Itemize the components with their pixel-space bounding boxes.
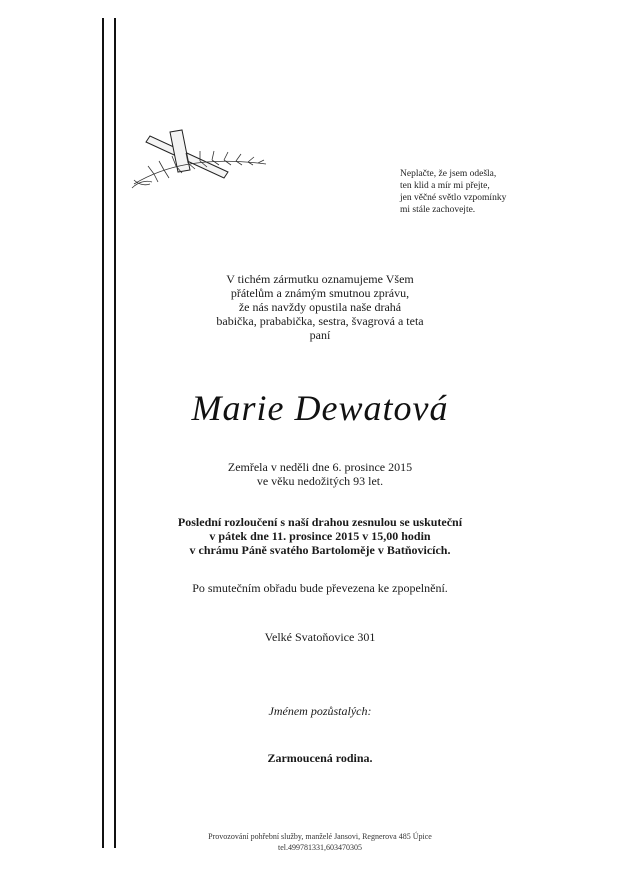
footer-line: tel.499781331,603470305 <box>278 843 362 852</box>
death-line: Zemřela v neděli dne 6. prosince 2015 <box>227 460 413 474</box>
funeral-line: v pátek dne 11. prosince 2015 v 15,00 hodin <box>209 529 431 543</box>
funeral-service-footer <box>130 831 510 853</box>
family-signature: Zarmoucená rodina. <box>267 751 373 765</box>
family-address: Velké Svatoňovice 301 <box>264 630 376 644</box>
cremation-note: Po smutečním obřadu bude převezena ke zpopelnění. <box>192 581 448 595</box>
poem-line: ten klid a mír mi přejte, <box>400 181 490 191</box>
on-behalf-label: Jménem pozůstalých: <box>268 704 372 718</box>
border-line-left <box>102 18 104 848</box>
deceased-name: Marie Dewatová <box>191 388 449 428</box>
funeral-line: v chrámu Páně svatého Bartoloměje v Batňovicích. <box>189 543 451 557</box>
poem-verse <box>400 168 540 216</box>
poem-line: mi stále zachovejte. <box>400 205 476 215</box>
announcement-line: přátelům a známým smutnou zprávu, <box>230 286 410 300</box>
funeral-details <box>130 515 510 557</box>
announcement-text <box>130 272 510 342</box>
poem-line: jen věčné světlo vzpomínky <box>400 193 507 203</box>
funeral-line: Poslední rozloučení s naší drahou zesnulou se uskuteční <box>177 515 463 529</box>
announcement-line: V tichém zármutku oznamujeme Všem <box>226 272 414 286</box>
border-line-right <box>114 18 116 848</box>
footer-line: Provozování pohřební služby, manželé Jansovi, Regnerova 485 Úpice <box>208 832 432 841</box>
announcement-line: že nás navždy opustila naše drahá <box>238 300 402 314</box>
death-details <box>130 460 510 488</box>
death-line: ve věku nedožitých 93 let. <box>256 474 384 488</box>
cross-palm-icon <box>124 126 274 196</box>
announcement-line: babička, prababička, sestra, švagrová a teta <box>216 314 424 328</box>
poem-line: Neplačte, že jsem odešla, <box>400 169 497 179</box>
announcement-line: paní <box>309 328 331 342</box>
